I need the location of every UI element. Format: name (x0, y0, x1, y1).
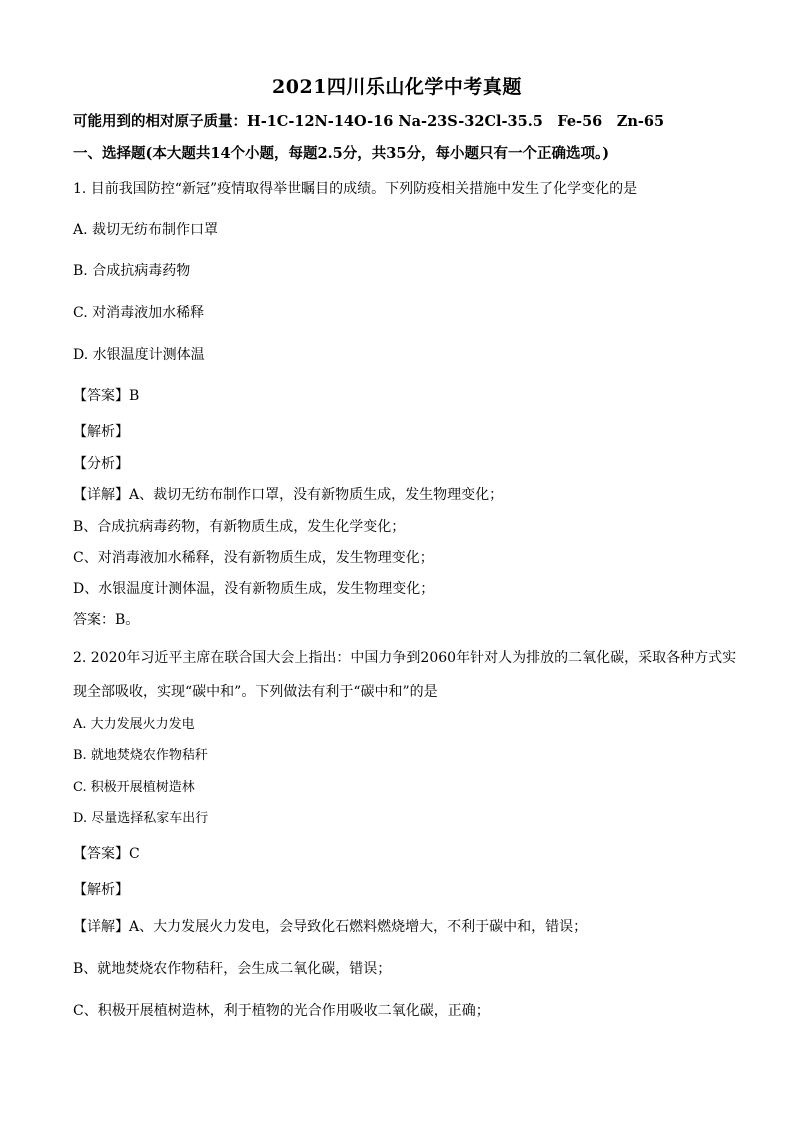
q2-detail-line: C、积极开展植树造林，利于植物的光合作用吸收二氧化碳，正确； (73, 1003, 490, 1019)
q1-option-b: B. 合成抗病毒药物 (73, 263, 191, 279)
q1-option-a: A. 裁切无纺布制作口罩 (73, 222, 219, 238)
q2-answer: 【答案】C (73, 846, 140, 862)
q1-detail-line: 答案：B。 (73, 612, 140, 628)
q2-stem-line-1: 2. 2020年习近平主席在联合国大会上指出：中国力争到2060年针对人为排放的二氧化碳，采取各种方式实 (73, 650, 737, 666)
q1-stem: 1. 目前我国防控“新冠”疫情取得举世瞩目的成绩。下列防疫相关措施中发生了化学变化的是 (73, 181, 638, 197)
q2-analysis-label: 【解析】 (73, 882, 129, 898)
q2-detail-line: B、就地焚烧农作物秸秆，会生成二氧化碳，错误； (73, 961, 392, 977)
q2-option-d: D. 尽量选择私家车出行 (73, 811, 209, 826)
section-header: 一、选择题(本大题共14个小题，每题2.5分，共35分，每小题只有一个正确选项。) (73, 145, 610, 162)
q2-option-a: A. 大力发展火力发电 (73, 717, 195, 732)
q1-analysis-label: 【解析】 (73, 424, 129, 440)
q1-option-d: D. 水银温度计测体温 (73, 347, 205, 363)
document-title: 2021四川乐山化学中考真题 (272, 76, 522, 98)
q1-answer: 【答案】B (73, 388, 140, 404)
q2-option-b: B. 就地焚烧农作物秸秆 (73, 748, 208, 763)
q1-detail-line: 【详解】A、裁切无纺布制作口罩，没有新物质生成，发生物理变化； (73, 487, 504, 503)
atomic-masses-line: 可能用到的相对原子质量：H-1C-12N-14O-16 Na-23S-32Cl-35.5 Fe-56 Zn-65 (73, 113, 665, 130)
q1-fenxi-label: 【分析】 (73, 456, 129, 472)
q1-detail-line: C、对消毒液加水稀释，没有新物质生成，发生物理变化； (73, 550, 434, 566)
q2-stem-line-2: 现全部吸收，实现“碳中和”。下列做法有利于“碳中和”的是 (73, 684, 438, 700)
q2-option-c: C. 积极开展植树造林 (73, 780, 195, 795)
q1-option-c: C. 对消毒液加水稀释 (73, 305, 205, 321)
q2-detail-line: 【详解】A、大力发展火力发电，会导致化石燃料燃烧增大，不利于碳中和，错误； (73, 919, 588, 935)
q1-detail-line: B、合成抗病毒药物，有新物质生成，发生化学变化； (73, 519, 406, 535)
q1-detail-line: D、水银温度计测体温，没有新物质生成，发生物理变化； (73, 581, 435, 597)
